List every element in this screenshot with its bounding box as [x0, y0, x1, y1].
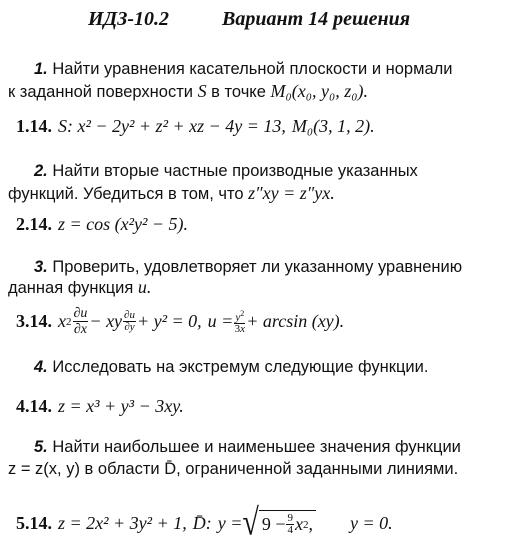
fraction-du-dy: $\frac{\partial u}{\partial y}$ [124, 309, 135, 333]
function-formula: z = 2x² + 3y² + 1, [58, 512, 187, 533]
surface-symbol: S [197, 81, 207, 101]
task-2-number: 2. [34, 162, 48, 180]
problem-label: 5.14. [16, 512, 52, 533]
function-formula: z = cos (x²y² − 5). [58, 214, 189, 234]
task-3-line-1: 3. Проверить, удовлетворяет ли указанному уравнению [34, 258, 463, 276]
problem-label: 4.14. [16, 396, 52, 416]
problem-3-14: 3.14. x 2 $\frac{\partial u}{\partial x}$ − xy $\frac{\partial u}{\partial y}$ + y² = 0, u = $\frac{y^2}{3x}$ + arcsin (xy). [16, 306, 345, 337]
task-1-number: 1. [34, 60, 48, 78]
task-3-number: 3. [34, 258, 48, 276]
problem-5-14: 5.14. z = 2x² + 3y² + 1, D̄: y = √ 9 − $\frac{9}{4}$ x 2 , y = 0. [16, 501, 393, 543]
task-4-number: 4. [34, 358, 48, 376]
doc-code: ИДЗ-10.2 [88, 8, 170, 30]
given-point: M₀(3, 1, 2). [291, 116, 375, 136]
variant-title: Вариант 14 решения [222, 8, 411, 30]
task-2-line-1: 2. Найти вторые частные производные указанных [34, 162, 418, 180]
task-1-line-1: 1. Найти уравнения касательной плоскости и нормали [34, 60, 453, 78]
task-5-line-2: z = z(x, y) в области D̄, ограниченной заданными линиями. [8, 460, 459, 478]
point-symbol: M₀(x₀, y₀, z₀). [270, 81, 368, 101]
task-5-number: 5. [34, 438, 48, 456]
problem-1-14 [16, 116, 375, 137]
surface-equation: S: x² − 2y² + z² + xz − 4y = 13, [58, 116, 286, 136]
problem-4-14 [16, 396, 184, 417]
mixed-derivative-check: z″xy = z″yx. [248, 183, 335, 203]
problem-label: 3.14. [16, 311, 52, 331]
domain-symbol: D̄: [192, 512, 212, 533]
task-4-line-1: 4. Исследовать на экстремум следующие функции. [34, 358, 429, 376]
function-symbol: u. [137, 277, 152, 297]
task-1-line-2: к заданной поверхности S в точке M₀(x₀, y₀, z₀). [8, 81, 368, 101]
task-5-line-1: 5. Найти наибольшее и наименьшее значения функции [34, 438, 461, 456]
task-2-line-2: функций. Убедиться в том, что z″xy = z″yx. [8, 183, 335, 203]
function-formula: z = x³ + y³ − 3xy. [58, 396, 184, 416]
problem-label: 1.14. [16, 116, 52, 136]
task-3-line-2: данная функция u. [8, 277, 152, 297]
boundary-line: y = 0. [349, 512, 393, 533]
fraction-9-4: $\frac{9}{4}$ [287, 512, 293, 536]
fraction-du-dx: $\frac{\partial u}{\partial x}$ [73, 306, 88, 337]
problem-2-14 [16, 214, 188, 235]
square-root: √ 9 − $\frac{9}{4}$ x 2 , [242, 508, 316, 538]
fraction-y2-3x: $\frac{y^2}{3x}$ [234, 308, 245, 336]
problem-label: 2.14. [16, 214, 52, 234]
